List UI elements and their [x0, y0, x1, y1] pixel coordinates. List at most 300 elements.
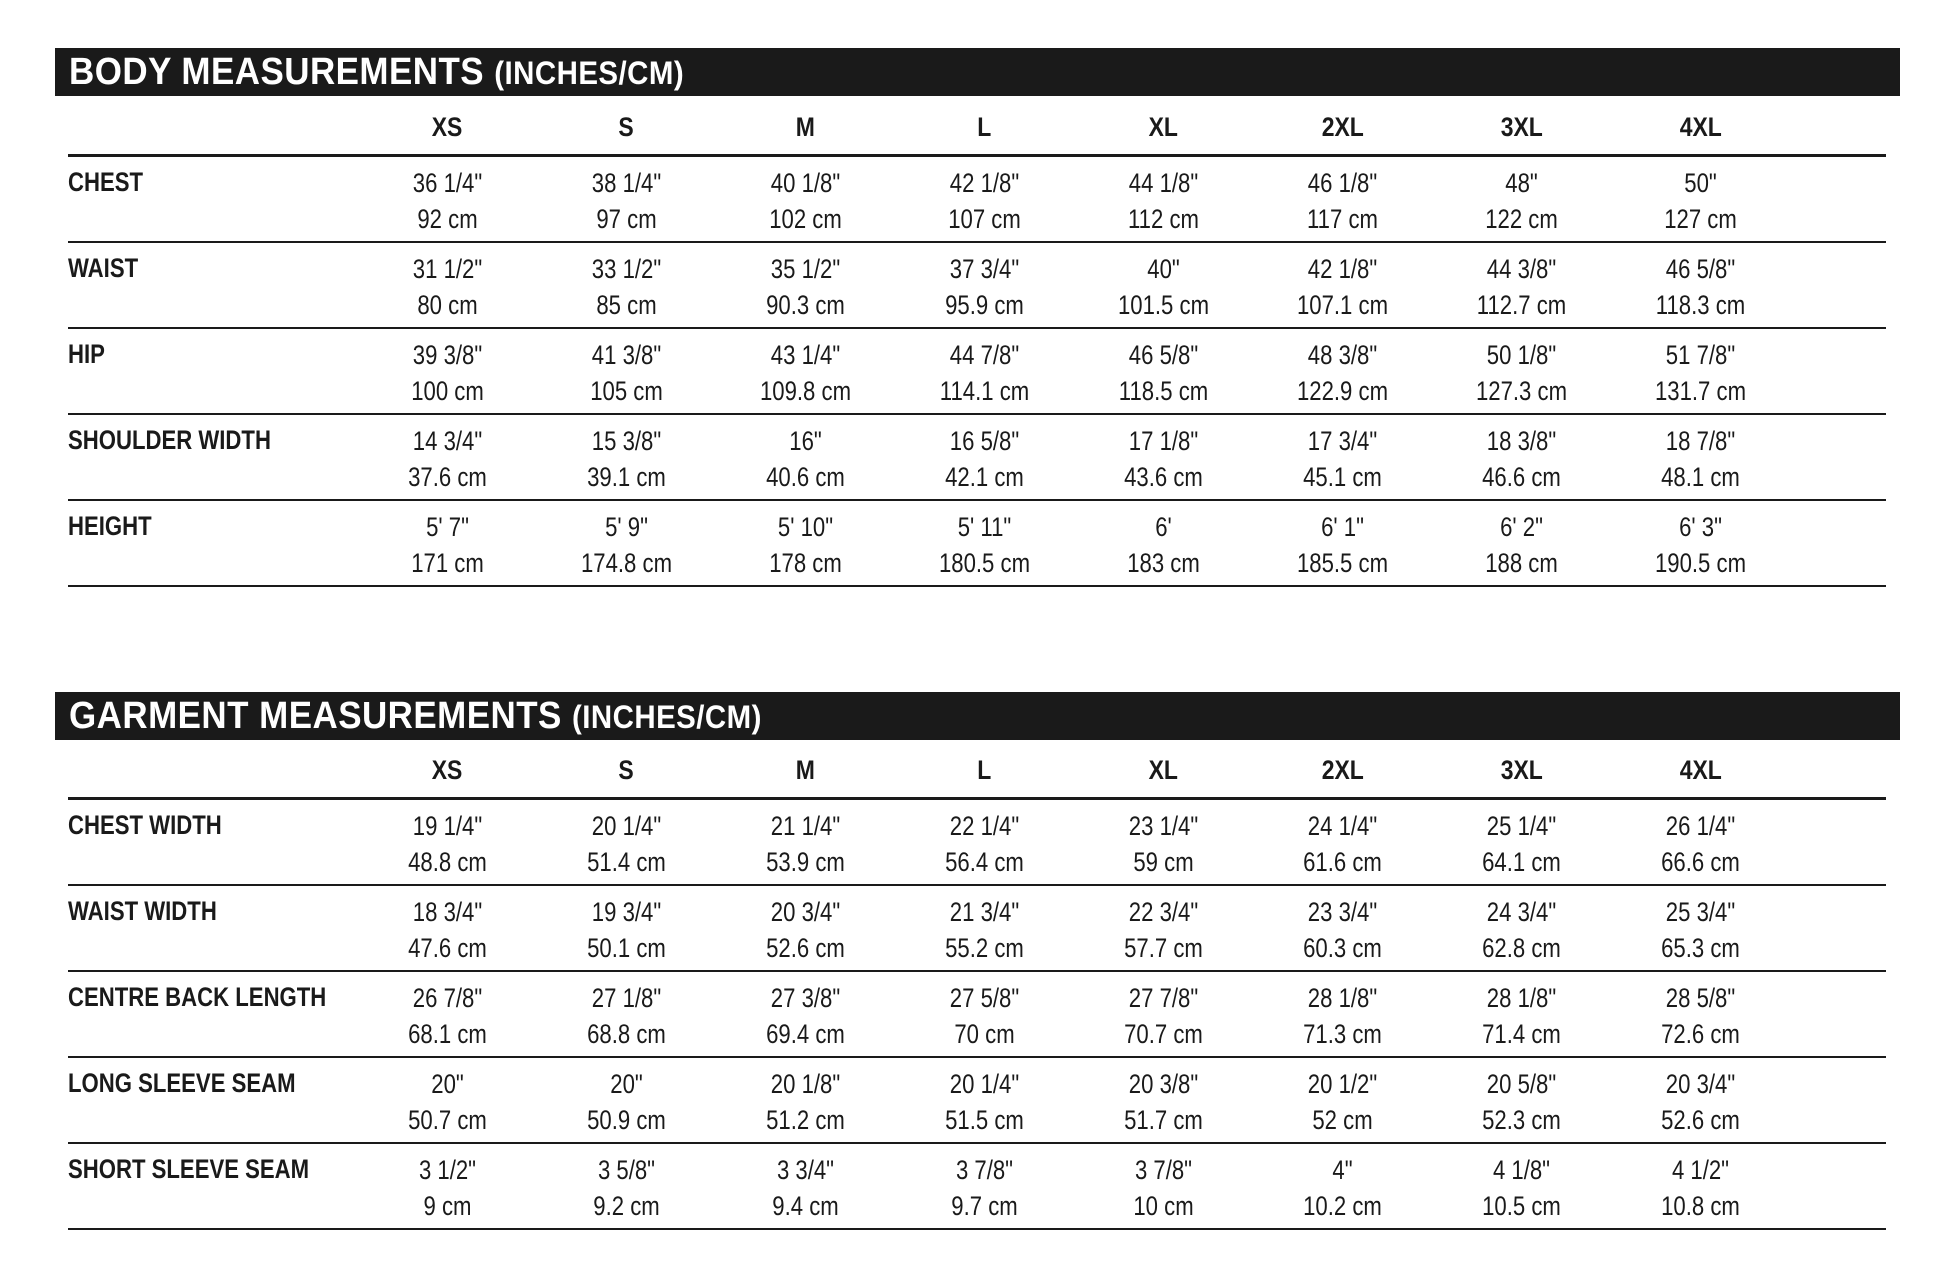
measurement-cell: [537, 1143, 716, 1229]
cm-value: 40.6 cm: [766, 461, 845, 492]
measurement-cell: [1432, 1057, 1611, 1143]
inches-value: 3 5/8": [597, 1154, 656, 1185]
inches-value: 42 1/8": [949, 168, 1020, 198]
row-label: CENTRE BACK LENGTH: [68, 971, 358, 1057]
cm-value: 39.1 cm: [587, 461, 666, 492]
cm-value: 10.5 cm: [1482, 1190, 1561, 1221]
measurement-cell: [895, 971, 1074, 1057]
cm-value: 102 cm: [769, 204, 842, 234]
cm-value: 64.1 cm: [1482, 847, 1561, 877]
inches-value: 6' 3": [1679, 511, 1722, 542]
cm-value: 92 cm: [417, 204, 478, 234]
inches-value: 20 1/2": [1307, 1068, 1378, 1099]
cm-value: 10.2 cm: [1303, 1190, 1382, 1221]
inches-value: 39 3/8": [412, 339, 483, 370]
inches-value: 40 1/8": [770, 168, 841, 198]
measurement-cell: [1611, 414, 1790, 500]
cm-value: 80 cm: [417, 289, 478, 320]
cm-value: 122.9 cm: [1296, 375, 1389, 406]
measurement-cell: [537, 242, 716, 328]
inches-value: 43 1/4": [770, 339, 841, 370]
cm-value: 46.6 cm: [1482, 461, 1561, 492]
cm-value: 52.6 cm: [1661, 1104, 1740, 1135]
inches-value: 3 3/4": [776, 1154, 835, 1185]
cm-value: 50.1 cm: [587, 932, 666, 963]
garment-measurements-title: GARMENT MEASUREMENTS: [69, 695, 562, 737]
measurement-cell: [895, 1143, 1074, 1229]
row-label: HIP: [68, 328, 358, 414]
cm-value: 180.5 cm: [938, 547, 1031, 578]
inches-value: 27 5/8": [949, 982, 1020, 1013]
inches-value: 28 5/8": [1665, 982, 1736, 1013]
inches-value: 44 3/8": [1486, 253, 1557, 284]
inches-value: 27 7/8": [1128, 982, 1199, 1013]
measurement-cell: [1253, 971, 1432, 1057]
measurement-cell: [716, 500, 895, 586]
inches-value: 18 3/4": [412, 896, 483, 927]
measurement-cell: [1253, 500, 1432, 586]
inches-value: 22 1/4": [949, 811, 1020, 841]
cm-value: 68.1 cm: [408, 1018, 487, 1049]
size-header: L: [895, 100, 1074, 156]
cm-value: 109.8 cm: [759, 375, 852, 406]
measurement-cell: [1253, 328, 1432, 414]
measurement-cell: [537, 156, 716, 242]
cm-value: 9.2 cm: [593, 1190, 660, 1221]
cm-value: 51.7 cm: [1124, 1104, 1203, 1135]
inches-value: 44 7/8": [949, 339, 1020, 370]
cm-value: 61.6 cm: [1303, 847, 1382, 877]
inches-value: 27 1/8": [591, 982, 662, 1013]
row-label: LONG SLEEVE SEAM: [68, 1057, 358, 1143]
cm-value: 107 cm: [948, 204, 1021, 234]
measurement-cell: [716, 414, 895, 500]
measurement-cell: [358, 799, 537, 885]
measurement-cell: [716, 799, 895, 885]
inches-value: 23 3/4": [1307, 896, 1378, 927]
inches-value: 4": [1332, 1154, 1353, 1185]
cm-value: 9.7 cm: [951, 1190, 1018, 1221]
measurement-cell: [537, 885, 716, 971]
measurement-cell: [895, 1057, 1074, 1143]
header-blank: [68, 100, 358, 156]
inches-value: 20": [431, 1068, 464, 1099]
cm-value: 114.1 cm: [939, 375, 1030, 406]
cm-value: 50.7 cm: [408, 1104, 487, 1135]
cm-value: 9 cm: [423, 1190, 472, 1221]
measurement-cell: [716, 971, 895, 1057]
inches-value: 3 7/8": [1134, 1154, 1193, 1185]
body-measurements-table: [68, 100, 1886, 587]
inches-value: 21 1/4": [770, 811, 841, 841]
measurement-cell: [895, 328, 1074, 414]
cm-value: 95.9 cm: [945, 289, 1024, 320]
body-measurements-title: BODY MEASUREMENTS: [69, 51, 485, 93]
row-end: [1790, 500, 1886, 586]
inches-value: 4 1/8": [1492, 1154, 1551, 1185]
measurement-cell: [1432, 156, 1611, 242]
inches-value: 18 7/8": [1665, 425, 1736, 456]
inches-value: 28 1/8": [1307, 982, 1378, 1013]
cm-value: 112 cm: [1128, 204, 1199, 234]
inches-value: 14 3/4": [412, 425, 483, 456]
cm-value: 69.4 cm: [766, 1018, 845, 1049]
cm-value: 107.1 cm: [1296, 289, 1389, 320]
measurement-row: [68, 156, 1886, 242]
row-label: WAIST WIDTH: [68, 885, 358, 971]
measurement-cell: [1074, 500, 1253, 586]
cm-value: 52.6 cm: [766, 932, 845, 963]
cm-value: 188 cm: [1485, 547, 1558, 578]
inches-value: 5' 9": [605, 511, 648, 542]
inches-value: 50": [1684, 168, 1717, 198]
row-label: SHORT SLEEVE SEAM: [68, 1143, 358, 1229]
measurement-row: [68, 1143, 1886, 1229]
cm-value: 97 cm: [596, 204, 657, 234]
measurement-cell: [1611, 885, 1790, 971]
cm-value: 90.3 cm: [766, 289, 845, 320]
measurement-cell: [1432, 414, 1611, 500]
measurement-cell: [895, 156, 1074, 242]
header-blank: [1790, 743, 1886, 799]
inches-value: 24 1/4": [1307, 811, 1378, 841]
inches-value: 19 1/4": [412, 811, 483, 841]
inches-value: 25 1/4": [1486, 811, 1557, 841]
measurement-cell: [895, 799, 1074, 885]
cm-value: 52 cm: [1312, 1104, 1373, 1135]
cm-value: 127.3 cm: [1475, 375, 1568, 406]
cm-value: 185.5 cm: [1296, 547, 1389, 578]
inches-value: 40": [1147, 253, 1180, 284]
inches-value: 37 3/4": [949, 253, 1020, 284]
measurement-cell: [1074, 328, 1253, 414]
cm-value: 131.7 cm: [1654, 375, 1747, 406]
inches-value: 16 5/8": [949, 425, 1020, 456]
inches-value: 42 1/8": [1307, 253, 1378, 284]
measurement-cell: [358, 885, 537, 971]
measurement-row: [68, 328, 1886, 414]
measurement-cell: [895, 500, 1074, 586]
row-label: WAIST: [68, 242, 358, 328]
measurement-cell: [1432, 242, 1611, 328]
cm-value: 53.9 cm: [766, 847, 845, 877]
inches-value: 19 3/4": [591, 896, 662, 927]
size-header: XL: [1074, 743, 1253, 799]
measurement-cell: [1253, 885, 1432, 971]
inches-value: 6': [1155, 511, 1172, 542]
body-measurements-unit: (INCHES/CM): [494, 55, 685, 91]
inches-value: 20 3/4": [770, 896, 841, 927]
measurement-cell: [1611, 799, 1790, 885]
measurement-cell: [1611, 1143, 1790, 1229]
inches-value: 20 5/8": [1486, 1068, 1557, 1099]
measurement-cell: [1074, 885, 1253, 971]
measurement-cell: [716, 156, 895, 242]
measurement-cell: [895, 414, 1074, 500]
cm-value: 51.4 cm: [587, 847, 666, 877]
cm-value: 10 cm: [1133, 1190, 1194, 1221]
cm-value: 171 cm: [411, 547, 484, 578]
measurement-cell: [1432, 971, 1611, 1057]
size-header-row: [68, 743, 1886, 799]
inches-value: 5' 7": [426, 511, 469, 542]
measurement-cell: [537, 799, 716, 885]
measurement-cell: [537, 500, 716, 586]
measurement-cell: [1611, 242, 1790, 328]
cm-value: 51.2 cm: [766, 1104, 845, 1135]
measurement-row: [68, 414, 1886, 500]
measurement-cell: [1611, 156, 1790, 242]
cm-value: 100 cm: [411, 375, 484, 406]
cm-value: 45.1 cm: [1303, 461, 1382, 492]
measurement-cell: [537, 971, 716, 1057]
inches-value: 3 1/2": [418, 1154, 477, 1185]
row-end: [1790, 799, 1886, 885]
measurement-cell: [1432, 885, 1611, 971]
size-header: XS: [358, 743, 537, 799]
inches-value: 5' 11": [957, 511, 1012, 542]
cm-value: 55.2 cm: [945, 932, 1024, 963]
cm-value: 105 cm: [590, 375, 663, 406]
cm-value: 48.1 cm: [1661, 461, 1740, 492]
cm-value: 85 cm: [596, 289, 657, 320]
measurement-cell: [1611, 971, 1790, 1057]
size-header: S: [537, 743, 716, 799]
size-header: XL: [1074, 100, 1253, 156]
measurement-cell: [716, 1057, 895, 1143]
measurement-cell: [1432, 500, 1611, 586]
row-label: HEIGHT: [68, 500, 358, 586]
inches-value: 5' 10": [777, 511, 834, 542]
measurement-cell: [358, 156, 537, 242]
row-label: SHOULDER WIDTH: [68, 414, 358, 500]
cm-value: 70 cm: [954, 1018, 1015, 1049]
inches-value: 6' 1": [1321, 511, 1364, 542]
inches-value: 17 3/4": [1307, 425, 1378, 456]
row-end: [1790, 156, 1886, 242]
measurement-cell: [358, 414, 537, 500]
measurement-cell: [1611, 1057, 1790, 1143]
garment-measurements-table: [68, 743, 1886, 1230]
inches-value: 15 3/8": [591, 425, 662, 456]
cm-value: 50.9 cm: [587, 1104, 666, 1135]
cm-value: 117 cm: [1307, 204, 1378, 234]
inches-value: 20 3/8": [1128, 1068, 1199, 1099]
measurement-row: [68, 242, 1886, 328]
row-end: [1790, 971, 1886, 1057]
size-header: XS: [358, 100, 537, 156]
row-end: [1790, 414, 1886, 500]
cm-value: 118.3 cm: [1655, 289, 1746, 320]
inches-value: 28 1/8": [1486, 982, 1557, 1013]
measurement-cell: [1611, 328, 1790, 414]
measurement-cell: [537, 328, 716, 414]
inches-value: 24 3/4": [1486, 896, 1557, 927]
cm-value: 174.8 cm: [580, 547, 673, 578]
cm-value: 57.7 cm: [1124, 932, 1203, 963]
inches-value: 48": [1505, 168, 1538, 198]
inches-value: 20 1/8": [770, 1068, 841, 1099]
measurement-cell: [895, 242, 1074, 328]
cm-value: 37.6 cm: [408, 461, 487, 492]
cm-value: 42.1 cm: [945, 461, 1024, 492]
size-header: M: [716, 743, 895, 799]
cm-value: 68.8 cm: [587, 1018, 666, 1049]
body-measurements-banner: [55, 48, 1900, 96]
measurement-cell: [358, 328, 537, 414]
row-end: [1790, 328, 1886, 414]
size-header: S: [537, 100, 716, 156]
inches-value: 23 1/4": [1128, 811, 1199, 841]
cm-value: 56.4 cm: [945, 847, 1024, 877]
measurement-cell: [1432, 799, 1611, 885]
measurement-cell: [537, 1057, 716, 1143]
size-header-row: [68, 100, 1886, 156]
inches-value: 20 3/4": [1665, 1068, 1736, 1099]
inches-value: 25 3/4": [1665, 896, 1736, 927]
cm-value: 71.4 cm: [1482, 1018, 1561, 1049]
inches-value: 46 5/8": [1128, 339, 1199, 370]
inches-value: 38 1/4": [591, 168, 662, 198]
cm-value: 101.5 cm: [1117, 289, 1210, 320]
inches-value: 3 7/8": [955, 1154, 1014, 1185]
size-header: 3XL: [1432, 743, 1611, 799]
measurement-cell: [358, 500, 537, 586]
cm-value: 48.8 cm: [408, 847, 487, 877]
inches-value: 27 3/8": [770, 982, 841, 1013]
cm-value: 60.3 cm: [1303, 932, 1382, 963]
measurement-cell: [1253, 799, 1432, 885]
measurement-cell: [1074, 1143, 1253, 1229]
inches-value: 6' 2": [1500, 511, 1543, 542]
cm-value: 66.6 cm: [1661, 847, 1740, 877]
row-end: [1790, 1057, 1886, 1143]
cm-value: 122 cm: [1485, 204, 1558, 234]
inches-value: 20 1/4": [949, 1068, 1020, 1099]
cm-value: 183 cm: [1127, 547, 1200, 578]
measurement-cell: [1074, 1057, 1253, 1143]
cm-value: 72.6 cm: [1661, 1018, 1740, 1049]
size-header: M: [716, 100, 895, 156]
cm-value: 9.4 cm: [772, 1190, 839, 1221]
measurement-row: [68, 1057, 1886, 1143]
measurement-cell: [1611, 500, 1790, 586]
cm-value: 112.7 cm: [1476, 289, 1567, 320]
inches-value: 22 3/4": [1128, 896, 1199, 927]
inches-value: 18 3/8": [1486, 425, 1557, 456]
inches-value: 31 1/2": [412, 253, 483, 284]
cm-value: 10.8 cm: [1661, 1190, 1740, 1221]
measurement-cell: [1253, 414, 1432, 500]
cm-value: 65.3 cm: [1661, 932, 1740, 963]
row-label: CHEST: [68, 156, 358, 242]
measurement-cell: [716, 328, 895, 414]
garment-measurements-banner: [55, 692, 1900, 740]
measurement-row: [68, 971, 1886, 1057]
measurement-row: [68, 885, 1886, 971]
measurement-cell: [358, 1057, 537, 1143]
inches-value: 36 1/4": [412, 168, 483, 198]
measurement-cell: [716, 885, 895, 971]
measurement-cell: [895, 885, 1074, 971]
measurement-cell: [358, 1143, 537, 1229]
size-header: 2XL: [1253, 743, 1432, 799]
measurement-cell: [1253, 242, 1432, 328]
cm-value: 71.3 cm: [1303, 1018, 1382, 1049]
measurement-row: [68, 500, 1886, 586]
measurement-cell: [716, 242, 895, 328]
inches-value: 16": [789, 425, 822, 456]
cm-value: 62.8 cm: [1482, 932, 1561, 963]
measurement-cell: [358, 971, 537, 1057]
measurement-cell: [1074, 156, 1253, 242]
row-end: [1790, 242, 1886, 328]
measurement-cell: [1432, 328, 1611, 414]
measurement-cell: [1253, 156, 1432, 242]
measurement-cell: [1074, 242, 1253, 328]
measurement-cell: [358, 242, 537, 328]
inches-value: 26 7/8": [412, 982, 483, 1013]
size-header: 2XL: [1253, 100, 1432, 156]
cm-value: 47.6 cm: [408, 932, 487, 963]
inches-value: 26 1/4": [1665, 811, 1736, 841]
row-end: [1790, 885, 1886, 971]
size-header: L: [895, 743, 1074, 799]
row-end: [1790, 1143, 1886, 1229]
header-blank: [1790, 100, 1886, 156]
measurement-cell: [1432, 1143, 1611, 1229]
inches-value: 50 1/8": [1486, 339, 1557, 370]
inches-value: 46 1/8": [1307, 168, 1378, 198]
size-header: 3XL: [1432, 100, 1611, 156]
cm-value: 178 cm: [769, 547, 842, 578]
cm-value: 59 cm: [1133, 847, 1194, 877]
size-header: 4XL: [1611, 100, 1790, 156]
cm-value: 118.5 cm: [1118, 375, 1209, 406]
inches-value: 20 1/4": [591, 811, 662, 841]
inches-value: 21 3/4": [949, 896, 1020, 927]
measurement-row: [68, 799, 1886, 885]
cm-value: 43.6 cm: [1124, 461, 1203, 492]
cm-value: 127 cm: [1664, 204, 1737, 234]
measurement-cell: [1253, 1057, 1432, 1143]
inches-value: 17 1/8": [1128, 425, 1199, 456]
measurement-cell: [1074, 799, 1253, 885]
inches-value: 46 5/8": [1665, 253, 1736, 284]
inches-value: 44 1/8": [1128, 168, 1199, 198]
measurement-cell: [1253, 1143, 1432, 1229]
cm-value: 190.5 cm: [1654, 547, 1747, 578]
measurement-cell: [716, 1143, 895, 1229]
header-blank: [68, 743, 358, 799]
cm-value: 70.7 cm: [1124, 1018, 1203, 1049]
inches-value: 4 1/2": [1671, 1154, 1730, 1185]
inches-value: 48 3/8": [1307, 339, 1378, 370]
inches-value: 51 7/8": [1665, 339, 1736, 370]
row-label: CHEST WIDTH: [68, 799, 358, 885]
garment-measurements-unit: (INCHES/CM): [572, 699, 762, 735]
size-header: 4XL: [1611, 743, 1790, 799]
inches-value: 41 3/8": [591, 339, 662, 370]
cm-value: 52.3 cm: [1482, 1104, 1561, 1135]
inches-value: 35 1/2": [770, 253, 841, 284]
measurement-cell: [1074, 971, 1253, 1057]
inches-value: 20": [610, 1068, 643, 1099]
cm-value: 51.5 cm: [945, 1104, 1024, 1135]
measurement-cell: [1074, 414, 1253, 500]
inches-value: 33 1/2": [591, 253, 662, 284]
measurement-cell: [537, 414, 716, 500]
